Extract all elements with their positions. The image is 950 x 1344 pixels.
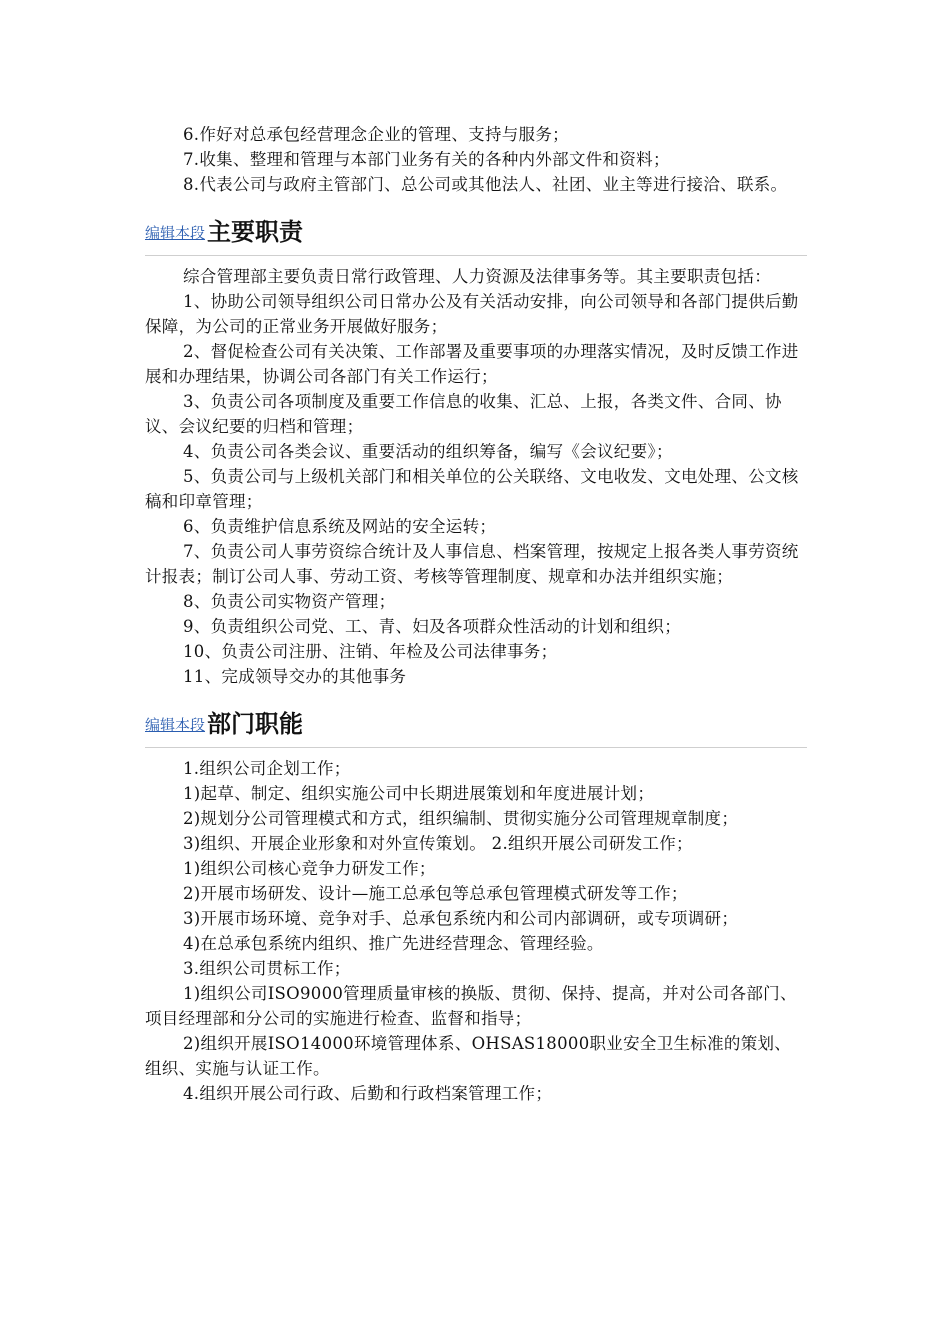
function-paragraph: 1.组织公司企划工作； [183,759,351,778]
duty-paragraph: 5、负责公司与上级机关部门和相关单位的公关联络、文电收发、文电处理、公文核稿和印章管理； [145,467,799,511]
section-title: 主要职责 [207,218,304,246]
duty-paragraph: 10、负责公司注册、注销、年检及公司法律事务； [183,642,558,661]
duty-paragraph: 综合管理部主要负责日常行政管理、人力资源及法律事务等。其主要职责包括： [183,267,771,286]
duty-paragraph: 4、负责公司各类会议、重要活动的组织筹备，编写《会议纪要》； [183,442,673,461]
duty-paragraph: 2、督促检查公司有关决策、工作部署及重要事项的办理落实情况，及时反馈工作进展和办理结果，协调公司各部门有关工作运行； [145,342,799,386]
function-paragraph: 2)规划分公司管理模式和方式，组织编制、贯彻实施分公司管理规章制度； [183,809,739,828]
edit-section-link[interactable]: 编辑本段 [145,224,206,242]
duty-paragraph: 3、负责公司各项制度及重要工作信息的收集、汇总、上报，各类文件、合同、协议、会议纪要的归档和管理； [145,392,782,436]
document-content [145,122,807,1106]
function-paragraph: 4)在总承包系统内组织、推广先进经营理念、管理经验。 [183,934,604,953]
function-paragraph: 2)组织开展ISO14000环境管理体系、OHSAS18000职业安全卫生标准的策划、组织、实施与认证工作。 [145,1034,792,1078]
function-paragraph: 4.组织开展公司行政、后勤和行政档案管理工作； [183,1084,553,1103]
section-heading-main-duties [145,205,807,249]
function-paragraph: 3)组织、开展企业形象和对外宣传策划。 2.组织开展公司研发工作； [183,834,693,853]
duty-paragraph: 6、负责维护信息系统及网站的安全运转； [183,517,497,536]
function-paragraph: 1)起草、制定、组织实施公司中长期进展策划和年度进展计划； [183,784,655,803]
duty-paragraph: 1、协助公司领导组织公司日常办公及有关活动安排，向公司领导和各部门提供后勤保障，为公司的正常业务开展做好服务； [145,292,799,336]
section-title: 部门职能 [207,710,304,738]
function-paragraph: 1)组织公司ISO9000管理质量审核的换版、贯彻、保持、提高，并对公司各部门、项目经理部和分公司的实施进行检查、监督和指导； [145,984,797,1028]
section-divider [145,255,807,256]
intro-item: 6.作好对总承包经营理念企业的管理、支持与服务； [183,125,569,144]
function-paragraph: 2)开展市场研发、设计—施工总承包等总承包管理模式研发等工作； [183,884,688,903]
section-heading-department-functions [145,697,807,741]
duty-paragraph: 7、负责公司人事劳资综合统计及人事信息、档案管理，按规定上报各类人事劳资统计报表；制订公司人事、劳动工资、考核等管理制度、规章和办法并组织实施； [145,542,799,586]
function-paragraph: 3)开展市场环境、竞争对手、总承包系统内和公司内部调研，或专项调研； [183,909,739,928]
function-paragraph: 1)组织公司核心竞争力研发工作； [183,859,436,878]
duty-paragraph: 8、负责公司实物资产管理； [183,592,396,611]
intro-item: 8.代表公司与政府主管部门、总公司或其他法人、社团、业主等进行接洽、联系。 [183,175,788,194]
duty-paragraph: 9、负责组织公司党、工、青、妇及各项群众性活动的计划和组织； [183,617,681,636]
edit-section-link[interactable]: 编辑本段 [145,716,206,734]
intro-item: 7.收集、整理和管理与本部门业务有关的各种内外部文件和资料； [183,150,670,169]
duty-paragraph: 11、完成领导交办的其他事务 [183,667,407,686]
section-divider [145,747,807,748]
function-paragraph: 3.组织公司贯标工作； [183,959,351,978]
